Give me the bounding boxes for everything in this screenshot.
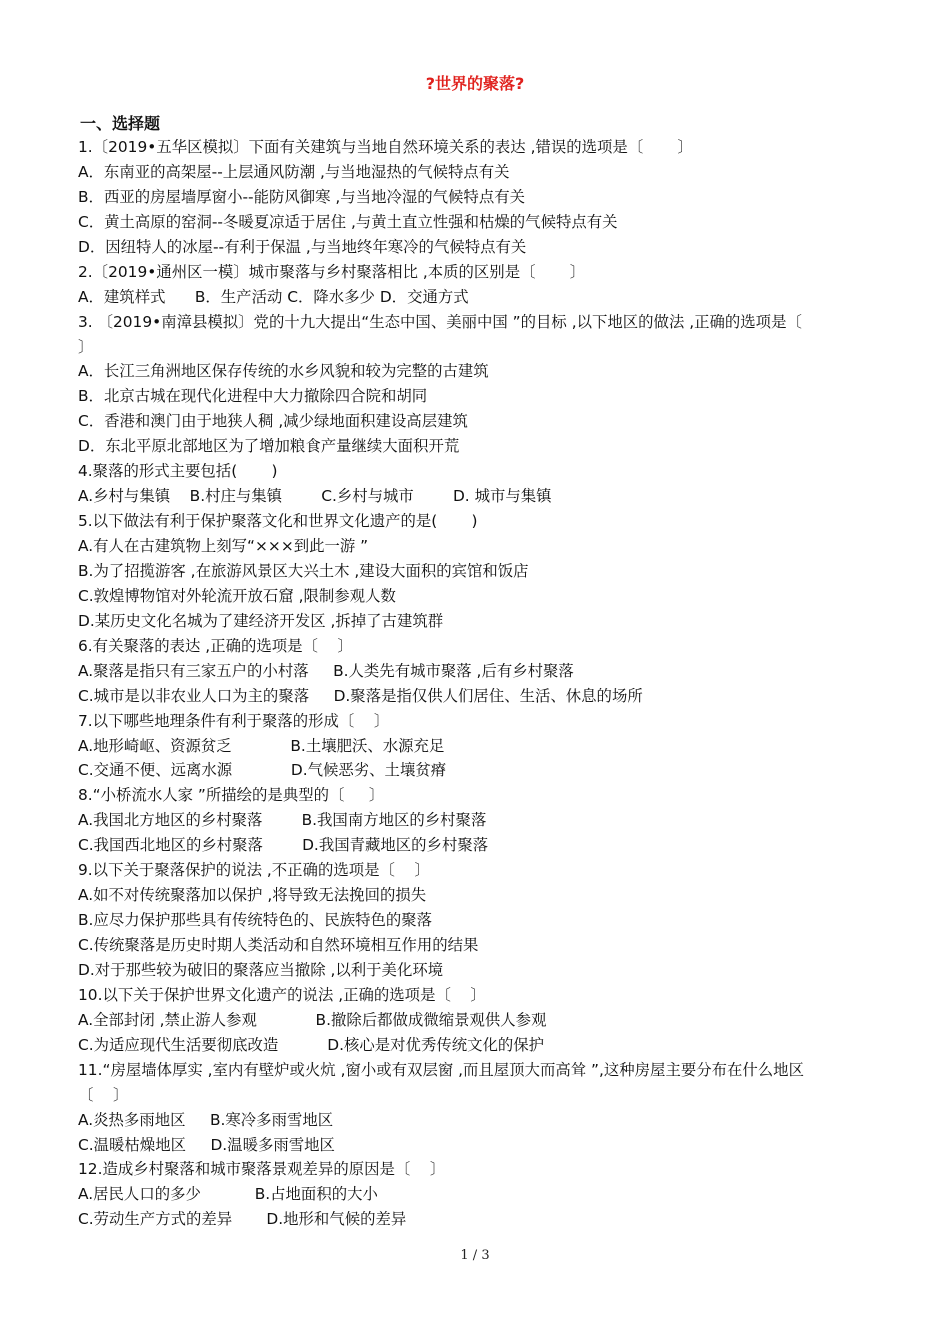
text-line: B．西亚的房屋墙厚窗小--能防风御寒 ,与当地冷湿的气候特点有关 — [78, 187, 525, 206]
text-line: A.炎热多雨地区 B.寒冷多雨雪地区 — [78, 1110, 334, 1129]
text-line: 10.以下关于保护世界文化遗产的说法 ,正确的选项是〔 〕 — [78, 985, 486, 1004]
text-line: A.地形崎岖、资源贫乏 B.土壤肥沃、水源充足 — [78, 736, 445, 755]
text-line: D．东北平原北部地区为了增加粮食产量继续大面积开荒 — [78, 437, 460, 456]
text-line: 1.〔2019•五华区模拟〕下面有关建筑与当地自然环境关系的表达 ,错误的选项是〔 〕 — [78, 138, 693, 156]
text-line: C.温暖枯燥地区 D.温暖多雨雪地区 — [78, 1135, 335, 1154]
text-line: A.我国北方地区的乡村聚落 B.我国南方地区的乡村聚落 — [78, 811, 487, 830]
text-line: A.聚落是指只有三家五户的小村落 B.人类先有城市聚落 ,后有乡村聚落 — [78, 661, 574, 680]
page-title: ?世界的聚落? — [425, 74, 525, 93]
section-heading: 一、选择题 — [80, 114, 161, 133]
text-line: 2.〔2019•通州区一模〕城市聚落与乡村聚落相比 ,本质的区别是〔 〕 — [78, 262, 586, 281]
text-line: B.应尽力保护那些具有传统特色的、民族特色的聚落 — [78, 911, 433, 930]
page-number: 1 / 3 — [460, 1248, 490, 1263]
text-line: C.敦煌博物馆对外轮流开放石窟 ,限制参观人数 — [78, 586, 396, 605]
text-line: 4.聚落的形式主要包括( ) — [78, 462, 278, 481]
text-line: A．东南亚的高架屋--上层通风防潮 ,与当地湿热的气候特点有关 — [78, 162, 510, 181]
text-line: C.我国西北地区的乡村聚落 D.我国青藏地区的乡村聚落 — [78, 836, 489, 855]
text-line: 5.以下做法有利于保护聚落文化和世界文化遗产的是( ) — [78, 512, 478, 531]
text-line: C.城市是以非农业人口为主的聚落 D.聚落是指仅供人们居住、生活、休息的场所 — [78, 686, 643, 705]
text-line: C.为适应现代生活要彻底改造 D.核心是对优秀传统文化的保护 — [78, 1035, 545, 1054]
text-line: A.全部封闭 ,禁止游人参观 B.撤除后都做成微缩景观供人参观 — [78, 1010, 547, 1029]
text-line: C.传统聚落是历史时期人类活动和自然环境相互作用的结果 — [78, 936, 479, 954]
text-line: 9.以下关于聚落保护的说法 ,不正确的选项是〔 〕 — [78, 861, 430, 880]
text-line: B.为了招揽游客 ,在旅游风景区大兴土木 ,建设大面积的宾馆和饭店 — [78, 561, 529, 580]
text-line: D．因纽特人的冰屋--有利于保温 ,与当地终年寒冷的气候特点有关 — [78, 237, 527, 256]
text-line: 8.“小桥流水人家 ”所描绘的是典型的〔 〕 — [78, 786, 385, 805]
text-line: 〕 — [78, 337, 94, 356]
text-line: C.交通不便、远离水源 D.气候恶劣、土壤贫瘠 — [78, 761, 447, 780]
text-line: 〔 〕 — [78, 1085, 129, 1104]
text-line: A．长江三角洲地区保存传统的水乡风貌和较为完整的古建筑 — [78, 362, 489, 381]
text-line: D.某历史文化名城为了建经济开发区 ,拆掉了古建筑群 — [78, 611, 444, 630]
text-line: 7.以下哪些地理条件有利于聚落的形成〔 〕 — [78, 711, 390, 730]
text-line: A.乡村与集镇 B.村庄与集镇 C.乡村与城市 D. 城市与集镇 — [78, 487, 552, 506]
text-line: C．香港和澳门由于地狭人稠 ,减少绿地面积建设高层建筑 — [78, 412, 468, 431]
text-line: B．北京古城在现代化进程中大力撤除四合院和胡同 — [78, 387, 428, 406]
text-line: 3. 〔2019•南漳县模拟〕党的十九大提出“生态中国、美丽中国 ”的目标 ,以下地区的做法 ,正确的选项是〔 — [78, 312, 802, 331]
question-list — [78, 135, 890, 1232]
text-line: A．建筑样式 B．生产活动 C．降水多少 D．交通方式 — [78, 287, 469, 306]
text-line: C.劳动生产方式的差异 D.地形和气候的差异 — [78, 1210, 407, 1229]
text-line: A.居民人口的多少 B.占地面积的大小 — [78, 1185, 378, 1204]
text-line: 12.造成乡村聚落和城市聚落景观差异的原因是〔 〕 — [78, 1160, 446, 1179]
text-line: A.有人在古建筑物上刻写“×××到此一游 ” — [78, 537, 369, 555]
text-line: A.如不对传统聚落加以保护 ,将导致无法挽回的损失 — [78, 886, 427, 905]
text-line: C．黄土高原的窑洞--冬暖夏凉适于居住 ,与黄土直立性强和枯燥的气候特点有关 — [78, 212, 618, 231]
text-line: 11.“房屋墙体厚实 ,室内有壁炉或火炕 ,窗小或有双层窗 ,而且屋顶大而高耸 ”,这种房屋主要分布在什么地区 — [78, 1060, 804, 1079]
text-line: D.对于那些较为破旧的聚落应当撤除 ,以利于美化环境 — [78, 960, 444, 979]
text-line: 6.有关聚落的表达 ,正确的选项是〔 〕 — [78, 636, 353, 655]
